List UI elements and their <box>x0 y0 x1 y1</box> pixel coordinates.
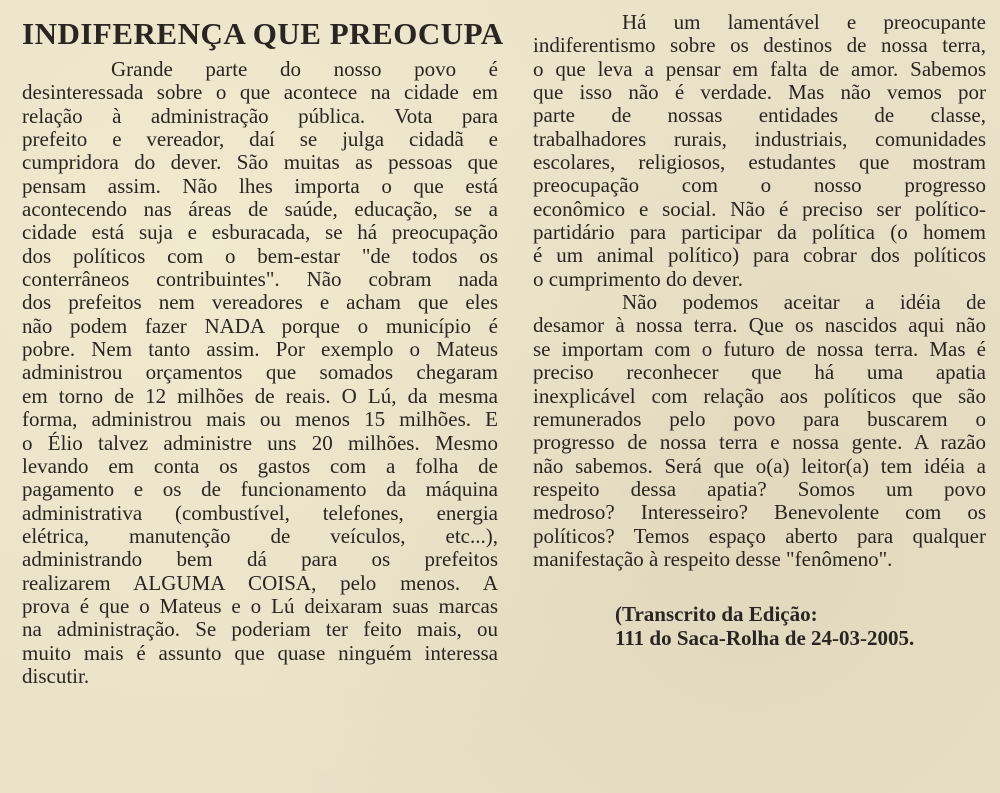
left-column <box>22 0 504 688</box>
text-line: forma, administrou mais ou menos 15 milhões. E <box>22 407 498 432</box>
text-line: na administração. Se poderiam ter feito mais, ou <box>22 617 498 642</box>
text-line: cumpridora do dever. São muitas as pessoas que <box>22 150 498 175</box>
text-line: administrando bem dá para os prefeitos <box>22 547 498 572</box>
right-body <box>533 11 986 571</box>
text-line: parte de nossas entidades de classe, <box>533 103 986 128</box>
text-line: manifestação à respeito desse "fenômeno". <box>533 546 893 571</box>
text-line: remunerados pelo povo para buscarem o <box>533 406 986 431</box>
text-line: Há um lamentável e preocupante <box>622 10 986 34</box>
text-line: indiferentismo sobre os destinos de nossa terra, <box>533 33 986 58</box>
text-line: pobre. Nem tanto assim. Por exemplo o Mateus <box>22 337 498 362</box>
text-line: dos prefeitos nem vereadores e acham que eles <box>22 290 498 315</box>
text-line: conterrâneos contribuintes". Não cobram nada <box>22 267 498 292</box>
text-line: discutir. <box>22 663 90 688</box>
credit-line: (Transcrito da Edição: <box>615 602 818 627</box>
text-line: políticos? Temos espaço aberto para qualquer <box>533 523 986 548</box>
text-line: econômico e social. Não é preciso ser político- <box>533 196 986 221</box>
right-column <box>533 0 986 650</box>
text-line: o cumprimento do dever. <box>533 266 743 291</box>
text-line: desamor à nossa terra. Que os nascidos aqui não <box>533 313 986 338</box>
text-line: relação à administração pública. Vota para <box>22 103 498 128</box>
text-line: pensam assim. Não lhes importa o que está <box>22 173 498 198</box>
text-line: realizarem ALGUMA COISA, pelo menos. A <box>22 570 498 595</box>
text-line: acontecendo nas áreas de saúde, educação, se a <box>22 197 498 222</box>
text-line: preocupação com o nosso progresso <box>533 173 986 198</box>
text-line: não podem fazer NADA porque o município é <box>22 313 498 338</box>
credit-line: 111 do Saca-Rolha de 24-03-2005. <box>615 626 915 651</box>
text-line: partidário para participar da política (o homem <box>533 220 986 245</box>
text-line: inexplicável com relação aos políticos que são <box>533 383 986 408</box>
text-line: progresso de nossa terra e nossa gente. A razão <box>533 430 986 455</box>
text-line: muito mais é assunto que quase ninguém interessa <box>22 640 498 665</box>
text-line: o que leva a pensar em falta de amor. Sabemos <box>533 56 986 81</box>
text-line: é um animal político) para cobrar dos políticos <box>533 243 986 268</box>
text-line: trabalhadores rurais, industriais, comunidades <box>533 126 986 151</box>
text-line: elétrica, manutenção de veículos, etc...), <box>22 523 498 548</box>
text-line: pagamento e os de funcionamento da máquina <box>22 477 498 502</box>
text-line: dos políticos com o bem-estar "de todos os <box>22 243 498 268</box>
source-credit <box>533 602 986 650</box>
text-line: preciso reconhecer que há uma apatia <box>533 360 986 385</box>
text-line: não sabemos. Será que o(a) leitor(a) tem idéia a <box>533 453 986 478</box>
text-line: levando em conta os gastos com a folha de <box>22 453 498 478</box>
text-line: prova é que o Mateus e o Lú deixaram suas marcas <box>22 593 498 618</box>
text-line: que isso não é verdade. Mas não vemos por <box>533 80 986 105</box>
text-line: respeito dessa apatia? Somos um povo <box>533 476 986 501</box>
text-line: em torno de 12 milhões de reais. O Lú, da mesma <box>22 383 498 408</box>
text-line: o Élio talvez administre uns 20 milhões. Mesmo <box>22 430 498 455</box>
article-title: INDIFERENÇA QUE PREOCUPA <box>22 16 504 51</box>
left-body <box>22 58 498 688</box>
text-line: Grande parte do nosso povo é <box>111 57 498 81</box>
text-line: prefeito e vereador, daí se julga cidadã e <box>22 127 498 152</box>
text-line: desinteressada sobre o que acontece na cidade em <box>22 80 498 105</box>
text-line: administrativa (combustível, telefones, energia <box>22 500 498 525</box>
text-line: administrou orçamentos que somados chegaram <box>22 360 498 385</box>
text-line: Não podemos aceitar a idéia de <box>622 290 986 315</box>
text-line: se importam com o futuro de nossa terra. Mas é <box>533 336 986 361</box>
text-line: medroso? Interesseiro? Benevolente com os <box>533 500 986 525</box>
text-line: escolares, religiosos, estudantes que mostram <box>533 150 986 175</box>
text-line: cidade está suja e esburacada, se há preocupação <box>22 220 498 245</box>
